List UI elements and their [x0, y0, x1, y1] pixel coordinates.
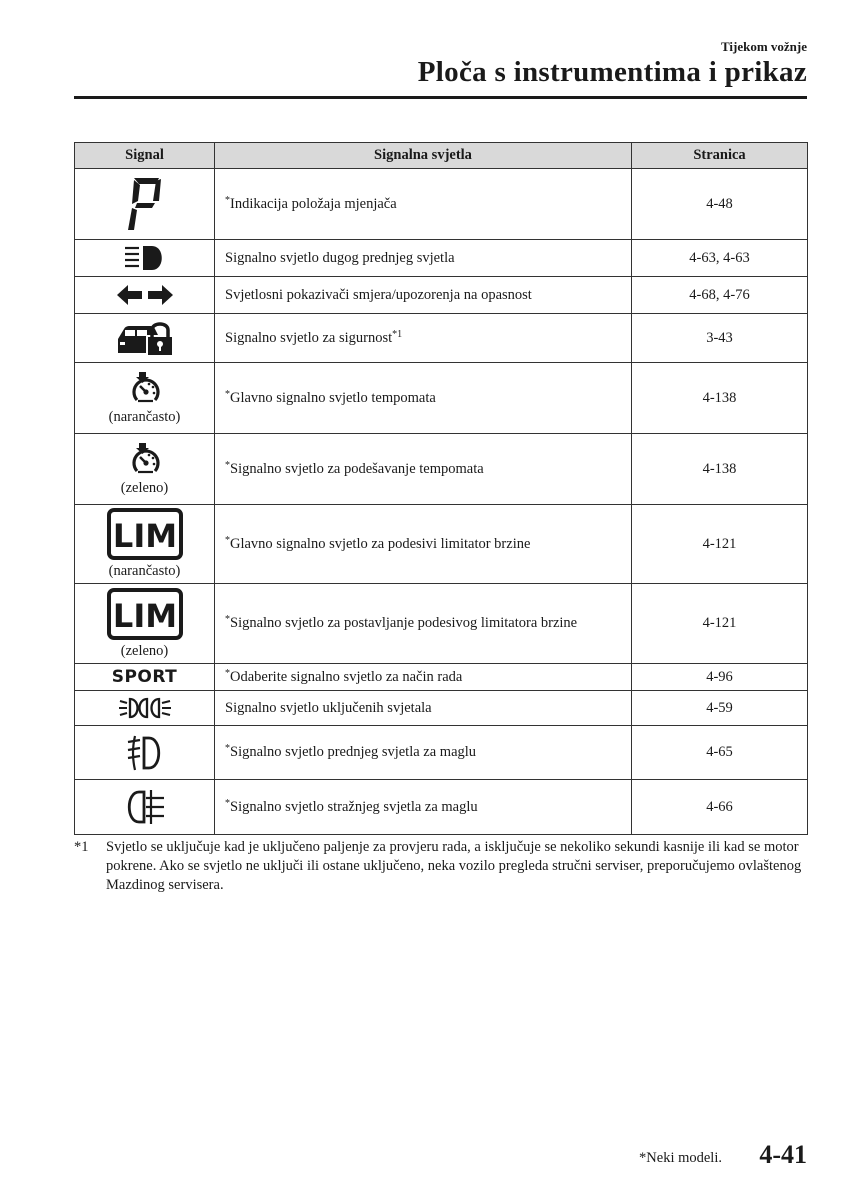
section-label: Tijekom vožnje — [720, 39, 807, 54]
signal-table — [74, 142, 808, 835]
front-fog-light-icon — [125, 733, 165, 773]
svg-text:LIM: LIM — [112, 517, 177, 555]
availability-asterisk: * — [225, 667, 230, 679]
signal-cell — [75, 691, 215, 726]
color-caption: (zeleno) — [120, 642, 169, 659]
signal-description: Signalno svjetlo za postavljanje podesivog limitatora brzine — [230, 615, 578, 631]
availability-asterisk: * — [225, 459, 230, 471]
availability-asterisk: * — [225, 614, 230, 625]
availability-asterisk: * — [225, 194, 230, 206]
description-cell — [215, 169, 632, 240]
description-cell — [215, 505, 632, 584]
description-cell — [215, 664, 632, 691]
color-caption: (narančasto) — [108, 409, 181, 425]
column-header-page: Stranica — [632, 143, 808, 169]
table-row — [75, 277, 808, 314]
high-beam-icon — [122, 244, 168, 272]
page-reference: 4-59 — [632, 691, 808, 726]
page-reference: 4-138 — [632, 363, 808, 434]
table-row — [75, 780, 808, 835]
gear-position-p-icon — [125, 175, 165, 233]
signal-cell — [75, 664, 215, 691]
lim-speed-limiter-icon — [107, 588, 183, 640]
color-caption: (narančasto) — [108, 563, 181, 579]
page-number: 4-41 — [759, 1140, 807, 1169]
page-reference: 4-138 — [632, 434, 808, 505]
page-reference: 3-43 — [632, 314, 808, 363]
signal-cell — [75, 505, 215, 584]
table-row — [75, 434, 808, 505]
availability-asterisk: * — [225, 534, 230, 546]
signal-cell — [75, 169, 215, 240]
description-cell — [215, 691, 632, 726]
title-rule — [74, 96, 807, 99]
signal-cell — [75, 726, 215, 780]
table-row — [75, 363, 808, 434]
description-cell — [215, 584, 632, 664]
table-row — [75, 169, 808, 240]
cruise-control-icon — [127, 370, 163, 406]
availability-asterisk: * — [225, 743, 230, 754]
footnote-mark: *1 — [74, 839, 89, 855]
signal-description: Odaberite signalno svjetlo za način rada — [230, 668, 463, 685]
table-row — [75, 505, 808, 584]
page-reference: 4-66 — [632, 780, 808, 835]
signal-cell — [75, 434, 215, 505]
description-cell — [215, 277, 632, 314]
rear-fog-light-icon — [122, 787, 168, 827]
description-cell — [215, 780, 632, 835]
signal-description: Glavno signalno svjetlo tempomata — [230, 389, 436, 406]
table-header-row — [75, 143, 808, 169]
description-cell — [215, 314, 632, 363]
signal-cell — [75, 240, 215, 277]
signal-cell — [75, 780, 215, 835]
page-title: Ploča s instrumentima i prikaz — [417, 56, 807, 88]
footer-note: *Neki modeli. — [639, 1150, 722, 1166]
footnote-text: Svjetlo se uključuje kad je uključeno paljenje za provjeru rada, a isključuje se nekoliko sekundi kasnije ili kad se motor pokrene. Ako se svjetlo ne uključi ili ostane uključeno, neka vozilo pregleda stručni serviser, preporučujemo ovlaštenog Mazdinog servisera. — [106, 839, 802, 893]
signal-cell — [75, 584, 215, 664]
color-caption: (zeleno) — [120, 480, 169, 496]
table-row — [75, 240, 808, 277]
description-cell — [215, 240, 632, 277]
page-reference: 4-48 — [632, 169, 808, 240]
description-cell — [215, 726, 632, 780]
sport-mode-icon: SPORT — [111, 667, 178, 687]
page-reference: 4-63, 4-63 — [632, 240, 808, 277]
signal-description: Svjetlosni pokazivači smjera/upozorenja na opasnost — [225, 286, 532, 303]
signal-description: Signalno svjetlo za sigurnost — [225, 329, 393, 346]
table-row — [75, 691, 808, 726]
description-cell — [215, 434, 632, 505]
car-padlock-security-icon — [116, 319, 174, 357]
turn-signal-arrows-icon — [116, 283, 174, 307]
table-row — [75, 314, 808, 363]
footnote — [74, 838, 809, 895]
column-header-description: Signalna svjetla — [215, 143, 632, 169]
table-row — [75, 726, 808, 780]
signal-cell — [75, 277, 215, 314]
signal-cell — [75, 363, 215, 434]
page-reference: 4-121 — [632, 584, 808, 664]
availability-asterisk: * — [225, 388, 230, 400]
svg-text:LIM: LIM — [112, 596, 177, 635]
availability-asterisk: * — [225, 797, 230, 809]
page-reference: 4-65 — [632, 726, 808, 780]
table-row — [75, 664, 808, 691]
lim-speed-limiter-icon — [107, 508, 183, 560]
signal-cell — [75, 314, 215, 363]
signal-description: Signalno svjetlo uključenih svjetala — [225, 699, 432, 716]
description-cell — [215, 363, 632, 434]
table-row — [75, 584, 808, 664]
footnote-reference: *1 — [392, 328, 403, 340]
signal-description: Signalno svjetlo dugog prednjeg svjetla — [225, 249, 455, 266]
signal-description: Signalno svjetlo za podešavanje tempomata — [230, 460, 484, 477]
signal-description: Signalno svjetlo stražnjeg svjetla za maglu — [230, 798, 478, 815]
signal-description: Signalno svjetlo prednjeg svjetla za maglu — [230, 744, 477, 760]
page-reference: 4-68, 4-76 — [632, 277, 808, 314]
page-reference: 4-96 — [632, 664, 808, 691]
signal-description: Glavno signalno svjetlo za podesivi limitator brzine — [230, 535, 531, 552]
signal-description: Indikacija položaja mjenjača — [230, 195, 397, 212]
page-reference: 4-121 — [632, 505, 808, 584]
column-header-signal: Signal — [75, 143, 215, 169]
side-lights-icon — [118, 696, 172, 720]
cruise-control-icon — [127, 441, 163, 477]
